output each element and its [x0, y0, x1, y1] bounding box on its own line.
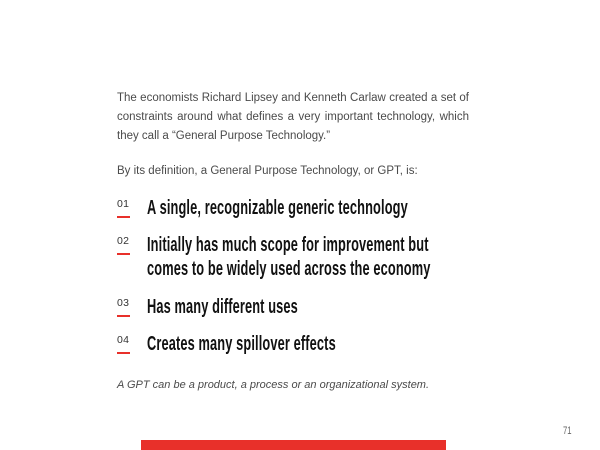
item-number: 02 — [117, 235, 130, 247]
lead-sentence: By its definition, a General Purpose Technology, or GPT, is: — [117, 165, 418, 177]
accent-underline — [117, 253, 130, 255]
item-title — [147, 233, 431, 281]
item-title-line: A single, recognizable generic technology — [147, 197, 408, 219]
page-number: 71 — [563, 425, 572, 437]
item-title-line: Initially has much scope for improvement but — [147, 234, 429, 256]
footnote: A GPT can be a product, a process or an organizational system. — [117, 379, 430, 391]
item-title-line: Has many different uses — [147, 296, 298, 318]
item-number: 03 — [117, 297, 130, 309]
item-number: 01 — [117, 198, 130, 210]
item-title — [147, 332, 336, 356]
item-title — [147, 295, 298, 319]
item-title — [147, 196, 408, 220]
accent-underline — [117, 352, 130, 354]
accent-underline — [117, 216, 130, 218]
accent-underline — [117, 315, 130, 317]
item-title-line: Creates many spillover effects — [147, 333, 336, 355]
footer-accent-bar — [141, 440, 446, 450]
item-title-line: comes to be widely used across the economy — [147, 258, 431, 280]
item-number: 04 — [117, 334, 130, 346]
intro-paragraph: The economists Richard Lipsey and Kenneth Carlaw created a set of constraints around what defines a very important technology, which they call a “General Purpose Technology.” — [117, 92, 469, 142]
